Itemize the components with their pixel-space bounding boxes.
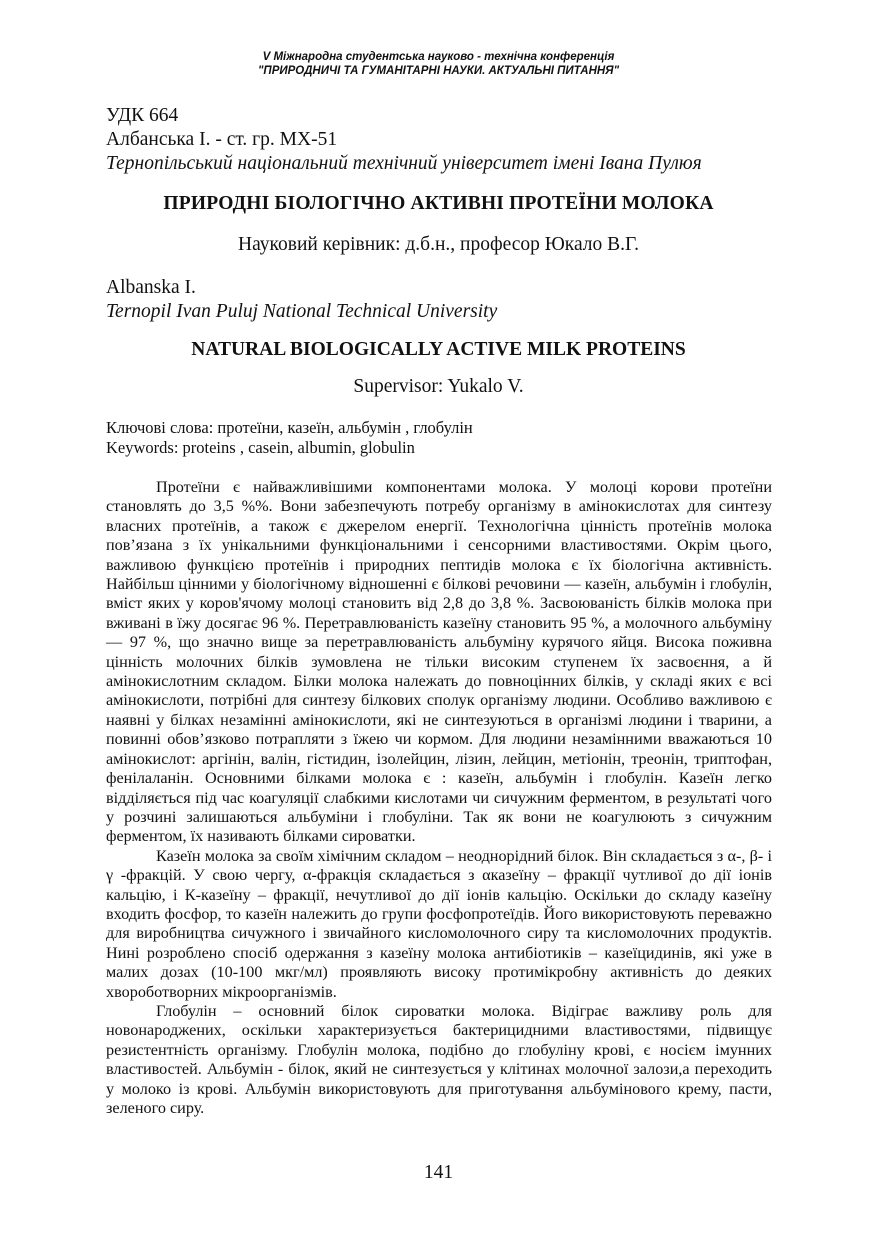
paper-title-uk: ПРИРОДНІ БІОЛОГІЧНО АКТИВНІ ПРОТЕЇНИ МОЛОКА (163, 193, 714, 214)
author-block-uk (106, 104, 786, 176)
institution-en: Ternopil Ivan Puluj National Technical University (106, 301, 498, 322)
body-text (106, 478, 772, 1118)
keywords-block (106, 418, 786, 458)
body-paragraph: Глобулін – основний білок сироватки молока. Відіграє важливу роль для новонароджених, оскільки характеризується бактерицидними властивостями, підвищує резистентність організму. Глобулін молока, подібно до глобуліну крові, є носієм імунних властивостей. Альбумін - білок, який не синтезується у клітинах молочної залози,а переходить у молоко із крові. Альбумін використовують для приготування альбумінового крему, пасти, зеленого сиру. (106, 1001, 772, 1117)
conference-line-2: "ПРИРОДНИЧІ ТА ГУМАНІТАРНІ НАУКИ. АКТУАЛЬНІ ПИТАННЯ" (257, 65, 620, 77)
author-en: Albanska I. (106, 277, 196, 298)
institution-uk: Тернопільський національний технічний університет імені Івана Пулюя (106, 153, 702, 174)
paper-title-en: NATURAL BIOLOGICALLY ACTIVE MILK PROTEINS (191, 339, 686, 360)
supervisor-en: Supervisor: Yukalo V. (353, 376, 524, 397)
supervisor-uk: Науковий керівник: д.б.н., професор Юкало В.Г. (238, 234, 639, 255)
page-number: 141 (423, 1162, 454, 1183)
body-paragraph: Казеїн молока за своїм хімічним складом – неоднорідний білок. Він складається з α-, β- і γ -фракцій. У свою чергу, α-фракція складається з αказеїну – фракції чутливої до дії іонів кальцію, і К-казеїну – фракції, нечутливої до дії іонів кальцію. Оскільки до складу казеїну входить фосфор, то казеїн належить до групи фосфопротеїдів. Його використовують переважно для виробництва сичужного і звичайного кисломолочного сиру та кисломолочних продуктів. Нині розроблено спосіб одержання з казеїну молока антибіотиків – казеїцидинів, які уже в малих дозах (10-100 мкг/мл) проявляють високу протимікробну активність до деяких хвороботворних мікроорганізмів. (106, 846, 772, 1001)
body-paragraph: Протеїни є найважливішими компонентами молока. У молоці корови протеїни становлять до 3,5 %%. Вони забезпечують потребу організму в амінокислотах для синтезу власних протеїнів, а також є джерелом енергії. Технологічна цінність протеїнів молока пов’язана з їх унікальними функціональними і сенсорними властивостями. Окрім цього, важливою функцією протеїнів і природних пептидів молока є їх біологічна активність. Найбільш цінними у біологічному відношенні є білкові речовини — казеїн, альбумін і глобулін, вміст яких у коров'ячому молоці становить від 2,8 до 3,8 %. Засвоюваність білків молока при вживані в їжу досягає 96 %. Перетравлюваність казеїну становить 95 %, а молочного альбуміну — 97 %, що значно вище за перетравлюваність альбуміну курячого яйця. Висока поживна цінність молочних білків зумовлена не тільки високим ступенем їх засвоєння, а й амінокислотним складом. Білки молока належать до повноцінних білків, у складі яких є всі амінокислоти, потрібні для синтезу білкових сполук організму людини. Особливо важливою є наявні у білках незамінні амінокислоти, які не синтезуються в організмі людини і тварини, а повинні обов’язково потрапляти з їжею чи кормом. Для людини незамінними вважаються 10 амінокислот: аргінін, валін, гістидин, ізолейцин, лізин, лейцин, метіонін, треонін, триптофан, фенілаланін. Основними білками молока є : казеїн, альбумін і глобулін. Казеїн легко відділяється під час коагуляції слабкими кислотами чи сичужним ферментом, в результаті чого у розчині залишаються альбуміни і глобуліни. Так як вони не коагулюють з сичужним ферментом, їх називають білками сироватки. (106, 478, 772, 846)
keywords-en: Keywords: proteins , casein, albumin, globulin (106, 438, 415, 457)
conference-header (0, 50, 877, 78)
author-block-en (106, 276, 786, 324)
keywords-uk: Ключові слова: протеїни, казеїн, альбумін , глобулін (106, 418, 473, 437)
author-uk: Албанська І. - ст. гр. МХ-51 (106, 129, 338, 150)
udc-code: УДК 664 (106, 105, 179, 126)
conference-line-1: V Міжнародна студентська науково - технічна конференція (262, 51, 615, 63)
